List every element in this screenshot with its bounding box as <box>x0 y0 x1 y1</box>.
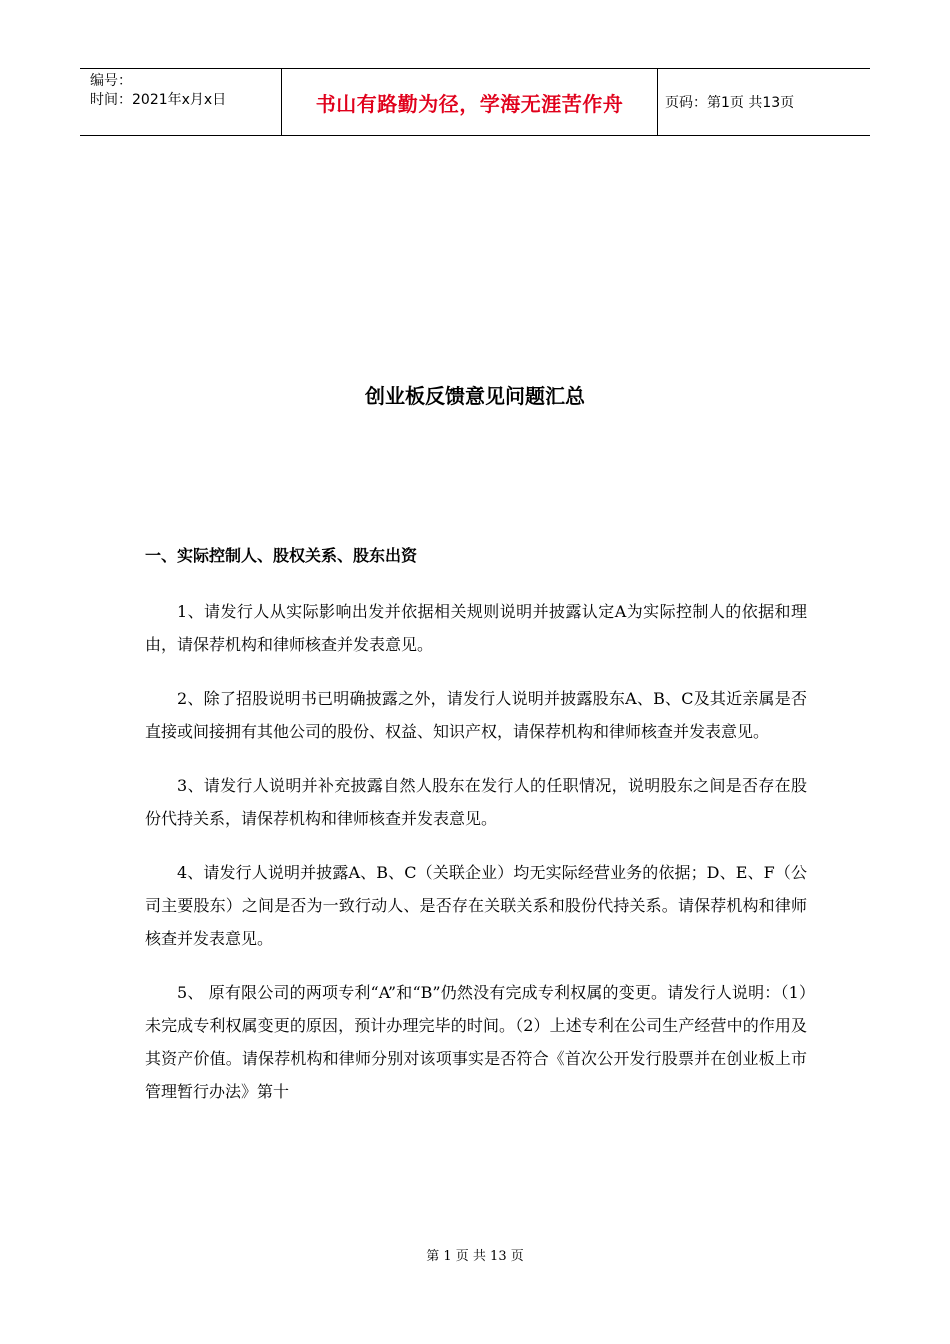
header-motto: 书山有路勤为径，学海无涯苦作舟 <box>281 69 658 135</box>
paragraph-5: 5、 原有限公司的两项专利“A”和“B”仍然没有完成专利权属的变更。请发行人说明：（1）未完成专利权属变更的原因，预计办理完毕的时间。（2）上述专利在公司生产经营中的作用及其资产价值。请保荐机构和律师分别对该项事实是否符合《首次公开发行股票并在创业板上市管理暂行办法》第十 <box>145 983 807 1101</box>
document-number-label: 编号： <box>90 73 132 89</box>
header-page-info: 页码：第1页 共13页 <box>665 95 795 111</box>
header-meta <box>80 69 281 135</box>
section-heading: 一、实际控制人、股权关系、股东出资 <box>145 546 418 565</box>
paragraph-2: 2、除了招股说明书已明确披露之外，请发行人说明并披露股东A、B、C及其近亲属是否直接或间接拥有其他公司的股份、权益、知识产权，请保荐机构和律师核查并发表意见。 <box>145 689 807 741</box>
paragraph-4: 4、请发行人说明并披露A、B、C（关联企业）均无实际经营业务的依据；D、E、F（公司主要股东）之间是否为一致行动人、是否存在关联关系和股份代持关系。请保荐机构和律师核查并发表意见。 <box>145 863 807 948</box>
document-time-label: 时间：2021年x月x日 <box>90 92 227 108</box>
paragraph-1: 1、请发行人从实际影响出发并依据相关规则说明并披露认定A为实际控制人的依据和理由，请保荐机构和律师核查并发表意见。 <box>145 602 807 654</box>
document-body <box>145 595 807 1129</box>
document-header <box>80 68 870 136</box>
paragraph-3: 3、请发行人说明并补充披露自然人股东在发行人的任职情况，说明股东之间是否存在股份代持关系，请保荐机构和律师核查并发表意见。 <box>145 776 807 828</box>
document-title: 创业板反馈意见问题汇总 <box>365 384 585 408</box>
page-footer: 第 1 页 共 13 页 <box>426 1249 524 1264</box>
